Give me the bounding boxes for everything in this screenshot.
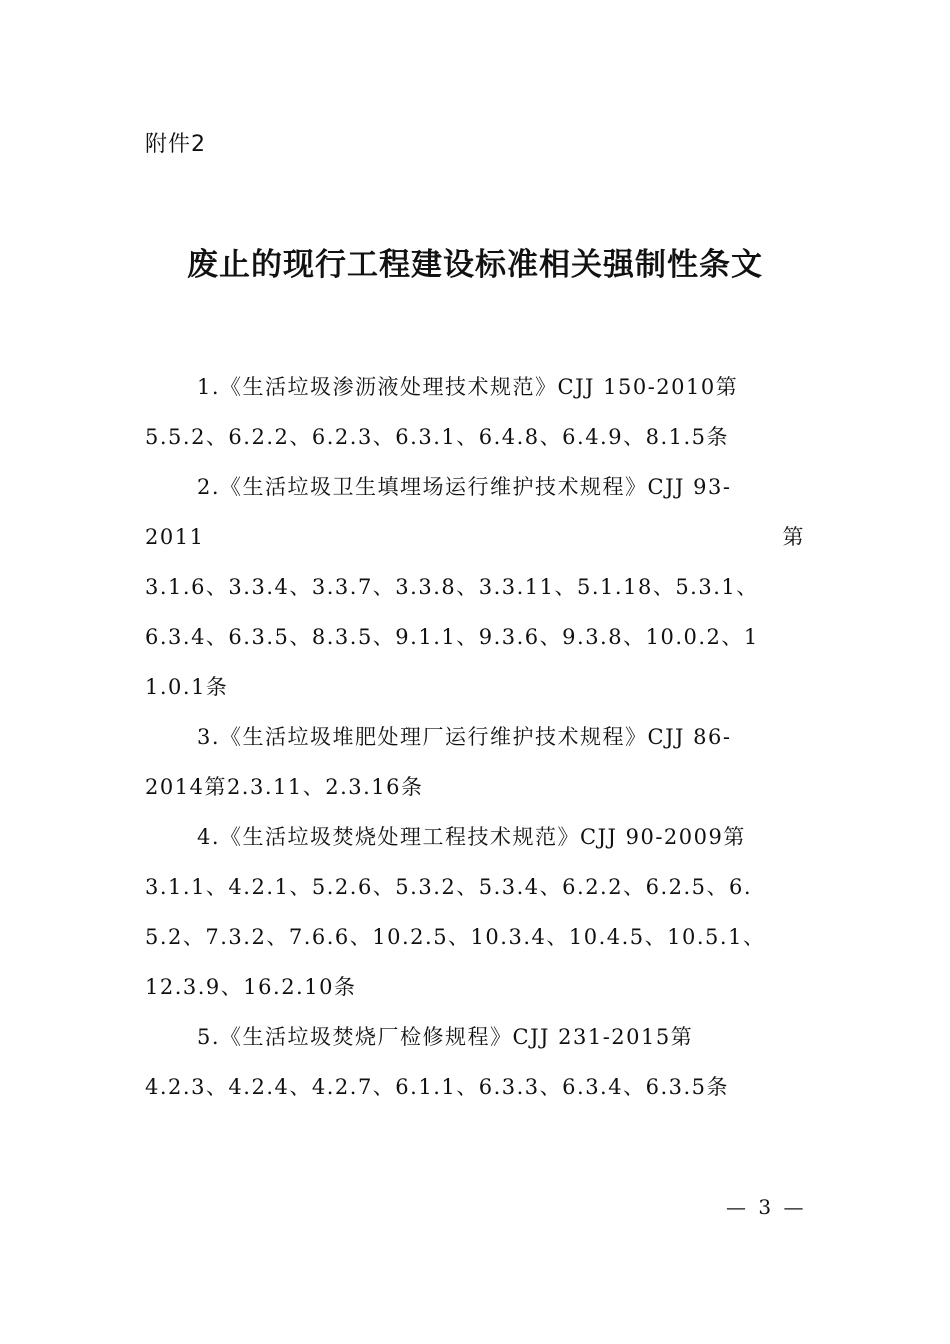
- item-1-line-2: 5.5.2、6.2.2、6.2.3、6.3.1、6.4.8、6.4.9、8.1.5条: [145, 425, 730, 449]
- item-2-line-3: 3.1.6、3.3.4、3.3.7、3.3.8、3.3.11、5.1.18、5.3.1、: [145, 575, 759, 599]
- item-5-line-1: 5.《生活垃圾焚烧厂检修规程》CJJ 231-2015第: [197, 1025, 694, 1049]
- item-2-line-1: 2.《生活垃圾卫生填埋场运行维护技术规程》CJJ 93-: [197, 475, 732, 499]
- document-body: [145, 362, 805, 1112]
- item-3-line-2: 2014第2.3.11、2.3.16条: [145, 775, 424, 799]
- item-5-line-2: 4.2.3、4.2.4、4.2.7、6.1.1、6.3.3、6.3.4、6.3.5条: [145, 1075, 730, 1099]
- item-4-line-2: 3.1.1、4.2.1、5.2.6、5.3.2、5.3.4、6.2.2、6.2.5、6.: [145, 875, 753, 899]
- item-2-line-2: [145, 512, 805, 562]
- item-2-line-5: 1.0.1条: [145, 675, 229, 699]
- page-number: — 3 —: [726, 1195, 807, 1219]
- item-3-line-1: 3.《生活垃圾堆肥处理厂运行维护技术规程》CJJ 86-: [197, 725, 732, 749]
- item-4-line-4: 12.3.9、16.2.10条: [145, 975, 357, 999]
- item-4-line-1: 4.《生活垃圾焚烧处理工程技术规范》CJJ 90-2009第: [197, 825, 746, 849]
- document-title: 废止的现行工程建设标准相关强制性条文: [187, 247, 763, 283]
- item-4-line-3: 5.2、7.3.2、7.6.6、10.2.5、10.3.4、10.4.5、10.5.1、: [145, 925, 766, 949]
- attachment-label: 附件2: [145, 132, 206, 157]
- item-1-line-1: 1.《生活垃圾渗沥液处理技术规范》CJJ 150-2010第: [197, 375, 739, 399]
- item-2-line-2-right: 第: [782, 525, 805, 549]
- item-2-line-4: 6.3.4、6.3.5、8.3.5、9.1.1、9.3.6、9.3.8、10.0.2、1: [145, 625, 759, 649]
- item-2-line-2-left: 2011: [145, 525, 205, 549]
